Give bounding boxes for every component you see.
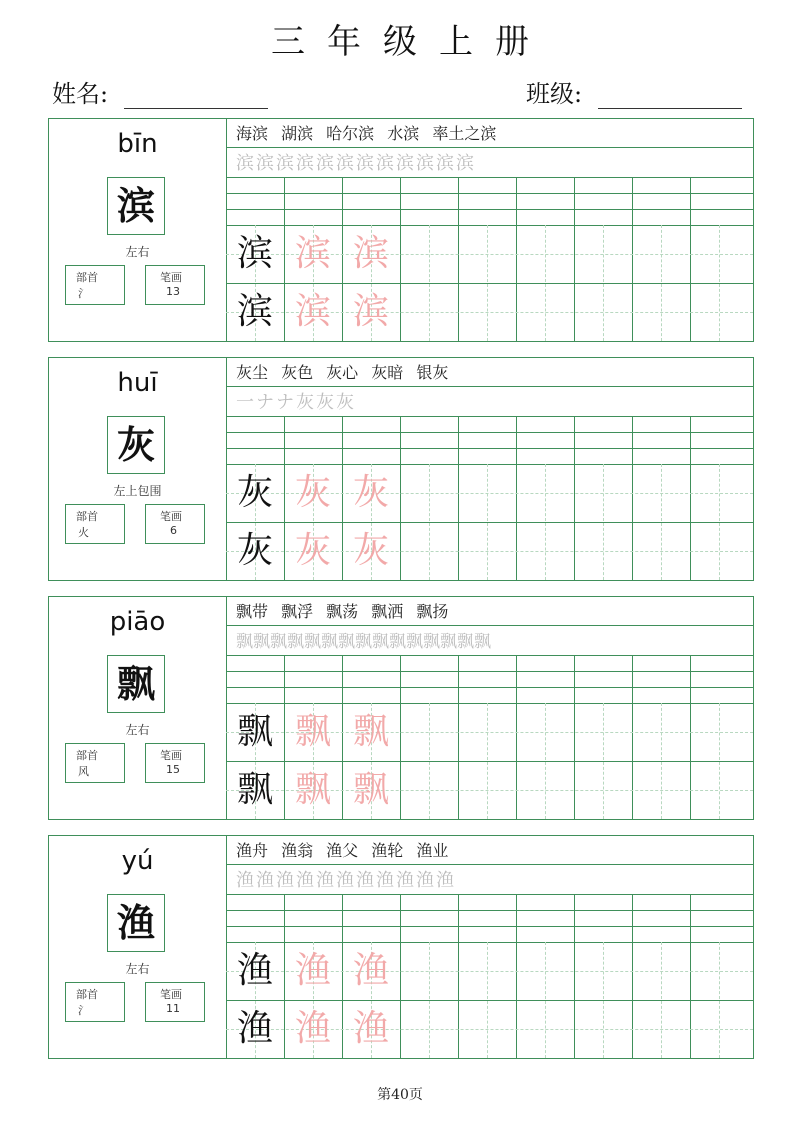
structure: 左右 <box>125 723 150 737</box>
trace-char: 渔 <box>352 950 389 991</box>
trace-char: 灰 <box>352 472 389 513</box>
trace-char: 滨 <box>352 233 389 274</box>
strokes-value: 6 <box>170 524 177 537</box>
radical-value: 风 <box>78 765 89 778</box>
class-label: 班级: <box>526 80 583 108</box>
trace-char: 渔 <box>352 1008 389 1049</box>
trace-char: 渔 <box>294 950 331 991</box>
strokes-value: 13 <box>166 285 180 298</box>
char-info-panel <box>49 597 227 819</box>
trace-char: 灰 <box>352 530 389 571</box>
practice-grid <box>226 119 753 341</box>
model-char: 灰 <box>236 530 273 571</box>
strokes-label: 笔画 <box>160 749 182 762</box>
trace-char: 渔 <box>294 1008 331 1049</box>
word-list: 飘带 飘浮 飘荡 飘洒 飘扬 <box>236 602 449 621</box>
pinyin: yú <box>121 846 154 876</box>
word-list: 渔舟 渔翁 渔父 渔轮 渔业 <box>236 841 449 860</box>
model-char: 滨 <box>236 291 273 332</box>
pinyin: huī <box>117 368 158 398</box>
stroke-order: 渔渔渔渔渔渔渔渔渔渔渔 <box>236 870 456 891</box>
trace-char: 飘 <box>294 769 331 810</box>
name-field <box>52 74 268 109</box>
class-field <box>526 74 742 109</box>
name-label: 姓名: <box>52 80 109 108</box>
char-card <box>48 835 754 1059</box>
radical-box <box>65 743 125 783</box>
trace-char: 飘 <box>352 711 389 752</box>
char-info-panel <box>49 358 227 580</box>
main-char: 灰 <box>107 416 165 474</box>
model-char: 渔 <box>236 1008 273 1049</box>
strokes-value: 15 <box>166 763 180 776</box>
radical-value: 火 <box>78 526 89 539</box>
trace-char: 飘 <box>294 711 331 752</box>
pinyin: bīn <box>117 129 158 159</box>
strokes-box <box>145 504 205 544</box>
main-char: 飘 <box>107 655 165 713</box>
radical-box <box>65 982 125 1022</box>
strokes-box <box>145 265 205 305</box>
word-list: 灰尘 灰色 灰心 灰暗 银灰 <box>236 363 449 382</box>
radical-box <box>65 504 125 544</box>
model-char: 飘 <box>236 711 273 752</box>
trace-char: 滨 <box>294 291 331 332</box>
char-card <box>48 596 754 820</box>
radical-box <box>65 265 125 305</box>
structure: 左上包围 <box>113 484 162 498</box>
practice-grid <box>226 358 753 580</box>
trace-char: 灰 <box>294 530 331 571</box>
word-list: 海滨 湖滨 哈尔滨 水滨 率土之滨 <box>236 124 497 143</box>
structure: 左右 <box>125 245 150 259</box>
main-char: 渔 <box>107 894 165 952</box>
model-char: 灰 <box>236 472 273 513</box>
strokes-label: 笔画 <box>160 510 182 523</box>
page-number: 第40页 <box>377 1087 423 1103</box>
radical-label: 部首 <box>76 271 98 284</box>
stroke-order: 飘飘飘飘飘飘飘飘飘飘飘飘飘飘飘 <box>236 632 491 652</box>
strokes-label: 笔画 <box>160 988 182 1001</box>
structure: 左右 <box>125 962 150 976</box>
name-blank[interactable] <box>124 82 268 109</box>
trace-char: 滨 <box>294 233 331 274</box>
trace-char: 灰 <box>294 472 331 513</box>
radical-label: 部首 <box>76 988 98 1001</box>
stroke-order: 滨滨滨滨滨滨滨滨滨滨滨滨 <box>236 153 476 174</box>
model-char: 渔 <box>236 950 273 991</box>
page-title: 三年级上册 <box>271 22 551 62</box>
practice-grid <box>226 836 753 1058</box>
char-info-panel <box>49 119 227 341</box>
pinyin: piāo <box>109 607 166 637</box>
trace-char: 飘 <box>352 769 389 810</box>
radical-value: 氵 <box>78 1004 89 1017</box>
strokes-box <box>145 982 205 1022</box>
main-char: 滨 <box>107 177 165 235</box>
char-info-panel <box>49 836 227 1058</box>
class-blank[interactable] <box>598 82 742 109</box>
radical-label: 部首 <box>76 510 98 523</box>
trace-char: 滨 <box>352 291 389 332</box>
model-char: 滨 <box>236 233 273 274</box>
strokes-value: 11 <box>166 1002 180 1015</box>
model-char: 飘 <box>236 769 273 810</box>
char-card <box>48 118 754 342</box>
stroke-order: 一ナナ灰灰灰 <box>236 392 356 413</box>
strokes-label: 笔画 <box>160 271 182 284</box>
char-card <box>48 357 754 581</box>
radical-label: 部首 <box>76 749 98 762</box>
strokes-box <box>145 743 205 783</box>
practice-grid <box>226 597 753 819</box>
radical-value: 氵 <box>78 287 89 300</box>
